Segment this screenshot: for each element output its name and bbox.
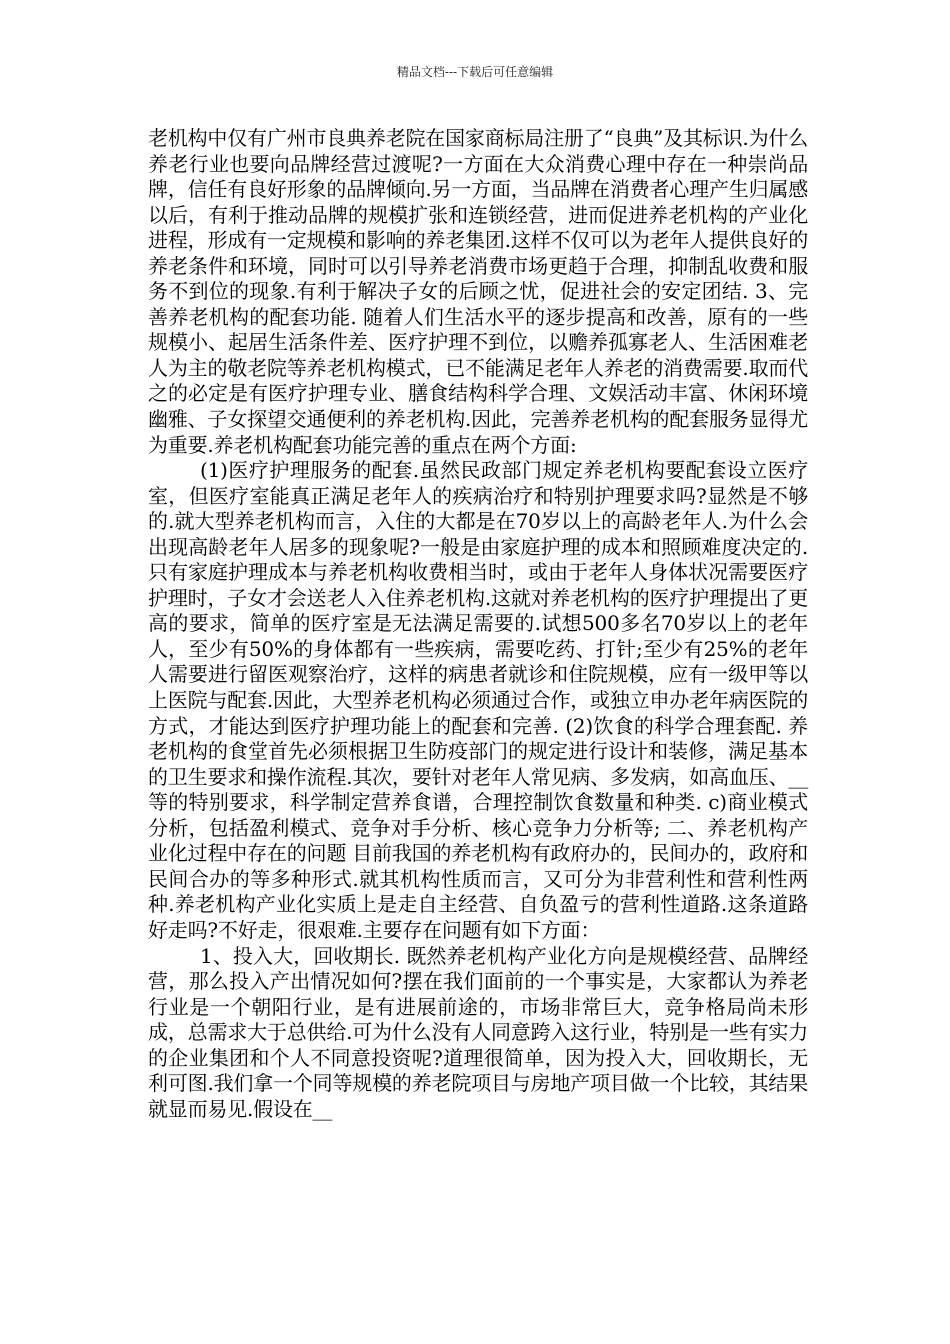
paragraph-2: (1)医疗护理服务的配套.虽然民政部门规定养老机构要配套设立医疗室，但医疗室能真正满足老年人的疾病治疗和特别护理要求吗?显然是不够的.就大型养老机构而言，入住的大都是在70岁以上的高龄老年人.为什么会出现高龄老年人居多的现象呢?一般是由家庭护理的成本和照顾难度决定的.只有家庭护理成本与养老机构收费相当时，或由于老年人身体状况需要医疗护理时，子女才会送老人入住养老机构.这就对养老机构的医疗护理提出了更高的要求，简单的医疗室是无法满足需要的.试想500多名70岁以上的老年人，至少有50%的身体都有一些疾病，需要吃药、打针;至少有25%的老年人需要进行留医观察治疗，这样的病患者就诊和住院规模，应有一级甲等以上医院与配套.因此，大型养老机构必须通过合作，或独立申办老年病医院的方式，才能达到医疗护理功能上的配套和完善. (2)饮食的科学合理套配. 养老机构的食堂首先必须根据卫生防疫部门的规定进行设计和装修，满足基本的卫生要求和操作流程.其次，要针对老年人常见病、多发病，如高血压、__等的特别要求，科学制定营养食谱，合理控制饮食数量和种类. c)商业模式分析，包括盈利模式、竞争对手分析、核心竞争力分析等; 二、养老机构产业化过程中存在的问题 目前我国的养老机构有政府办的，民间办的，政府和民间合办的等多种形式.就其机构性质而言，又可分为非营利性和营利性两种.养老机构产业化实质上是走自主经营、自负盈亏的营利性道路.这条道路好走吗?不好走，很艰难.主要存在问题有如下方面： [148,458,808,942]
paragraph-1: 老机构中仅有广州市良典养老院在国家商标局注册了“良典”及其标识.为什么养老行业也要向品牌经营过渡呢?一方面在大众消费心理中存在一种崇尚品牌，信任有良好形象的品牌倾向.另一方面，当品牌在消费者心理产生归属感以后，有利于推动品牌的规模扩张和连锁经营，进而促进养老机构的产业化进程，形成有一定规模和影响的养老集团.这样不仅可以为老年人提供良好的养老条件和环境，同时可以引导养老消费市场更趋于合理，抑制乱收费和服务不到位的现象.有利于解决子女的后顾之忧，促进社会的安定团结. 3、完善养老机构的配套功能. 随着人们生活水平的逐步提高和改善，原有的一些规模小、起居生活条件差、医疗护理不到位，以赡养孤寡老人、生活困难老人为主的敬老院等养老机构模式，已不能满足老年人养老的消费需要.取而代之的必定是有医疗护理专业、膳食结构科学合理、文娱活动丰富、休闲环境幽雅、子女探望交通便利的养老机构.因此，完善养老机构的配套服务显得尤为重要.养老机构配套功能完善的重点在两个方面: [148,126,808,457]
paragraph-3: 1、投入大，回收期长. 既然养老机构产业化方向是规模经营、品牌经营，那么投入产出情况如何?摆在我们面前的一个事实是，大家都认为养老行业是一个朝阳行业，是有进展前途的，市场非常巨大，竞争格局尚未形成，总需求大于总供给.可为什么没有人同意跨入这行业，特别是一些有实力的企业集团和个人不同意投资呢?道理很简单，因为投入大，回收期长，无利可图.我们拿一个同等规模的养老院项目与房地产项目做一个比较，其结果就显而易见.假设在__ [148,943,808,1121]
page-header: 精品文档---下载后可任意编辑 [396,65,554,79]
document-body [148,126,808,1122]
